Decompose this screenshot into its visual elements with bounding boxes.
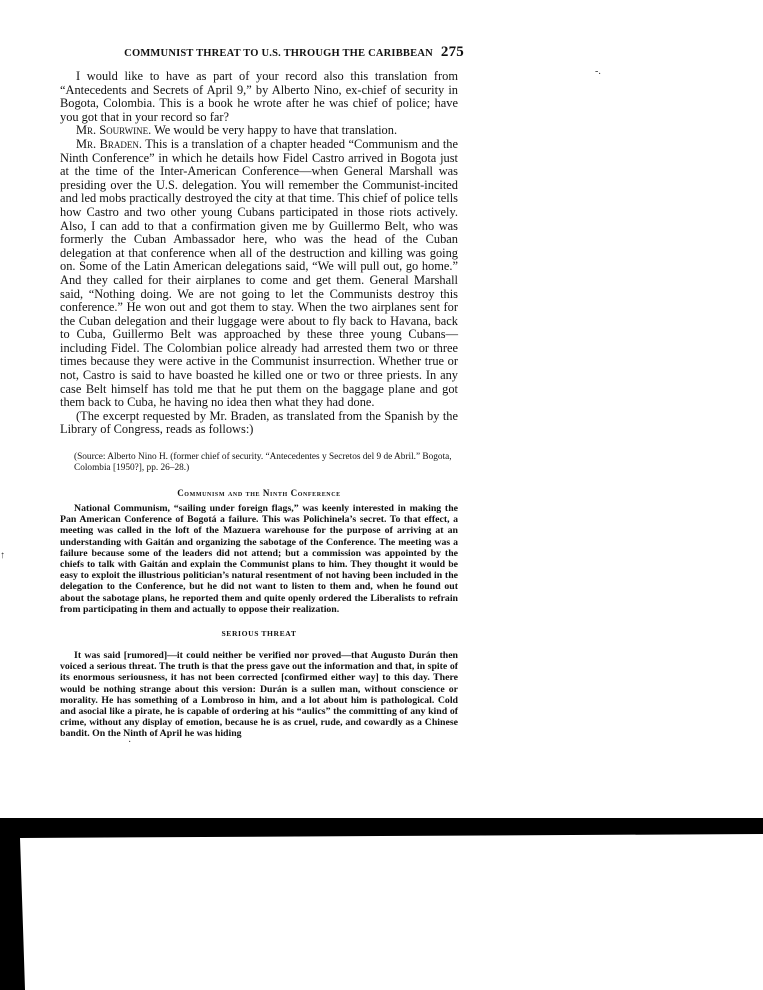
excerpt-subheading: SERIOUS THREAT <box>221 629 297 638</box>
speaker-name: Mr. Braden. <box>76 136 142 151</box>
testimony-body <box>60 70 458 437</box>
excerpt-paragraph: National Communism, “sailing under foreign flags,” was keenly interested in making the Pan American Conference of Bogotá a failure. This was Polichinela’s secret. To that effect, a meeting was called in the loft of the Mazuera warehouse for the purpose of arriving at an understanding with Gaitán and organizing the sabotage of the Conference. The meeting was a failure because some of the leaders did not attend; but a commission was appointed by the chiefs to talk with Gaitán and explain the Communist plans to him. They thought it would be easy to exploit the illustrious politician’s natural resentment of not having been included in the delegation to the Conference, but he did not want to listen to them and, when he found out about the sabotage plans, he reported them and quite openly ordered the Liberalists to refrain from participating in them and actually to oppose their realization. <box>60 503 458 615</box>
scan-next-sheet <box>20 834 763 990</box>
source-citation-text: (Source: Alberto Nino H. (former chief of security. “Antecedentes y Secretos del 9 de Abril.” Bogota, Colombia [1950?], pp. 26–28.) <box>74 452 452 474</box>
excerpt-paragraph: It was said [rumored]—it could neither be verified nor proved—that Augusto Durán then voiced a serious threat. The truth is that the press gave out the information and that, in spite of its enormous seriousness, it has not been corrected [confirmed either way] to this day. There would be nothing strange about this version: Durán is a sullen man, without conscience or morality. He has something of a Lombroso in him, and a lot about him is pathological. Cold and asocial like a pirate, he is capable of ordering at his “aulics” the committing of any kind of crime, without any display of emotion, because he is as cruel, rude, and cowardly as a Chinese bandit. On the Ninth of April he was hiding <box>60 650 458 740</box>
excerpt-body <box>60 650 458 740</box>
speaker-text: This is a translation of a chapter headed “Communism and the Ninth Conference” in which he details how Fidel Castro arrived in Bogota just at the time of the Inter-American Conference—when General Marshall was presiding over the U.S. delegation. You will remember the Communist-incited and led mobs practically destroyed the city at that time. This chief of police tells how Castro and two other young Cubans participated in those riots actively. Also, I can add to that a confirmation given me by Guillermo Belt, who was formerly the Cuban Ambassador here, who was the head of the Cuban delegation at that conference when all of the destruction and killing was going on. Some of the Latin American delegations said, “We will pull out, go home.” And they called for their airplanes to come and get them. General Marshall said, “Nothing doing. We are not going to let the Communists destroy this conference.” He won out and got them to stay. When the two airplanes sent for the Cuban delegation and their luggage were about to fly back to Havana, back to Cuba, Guillermo Belt was approached by these three young Cubans—including Fidel. The Colombian police already had arrested them two or three times because they were active in the Communist insurrection. Whether true or not, Castro is said to have boasted he killed one or two or three priests. In any case Belt himself has told me that he put them on the baggage plane and got them back to Cuba, he having no idea then what they had done. <box>60 136 459 410</box>
source-citation <box>60 452 472 475</box>
excerpt-body <box>60 503 458 615</box>
scan-dot-mark: · <box>128 737 132 748</box>
page-number: 275 <box>440 44 464 60</box>
testimony-paragraph: I would like to have as part of your record also this translation from “Antecedents and Secrets of April 9,” by Alberto Nino, ex-chief of security in Bogota, Colombia. This is a book he wrote after he was chief of police; have you got that in your record so far? <box>60 69 458 124</box>
scan-speck-mark: -. <box>595 66 601 77</box>
margin-tick-mark: ↑ <box>0 550 5 561</box>
excerpt-heading: Communism and the Ninth Conference <box>177 488 341 498</box>
speaker-name: Mr. Sourwine. <box>76 123 152 138</box>
testimony-paragraph: (The excerpt requested by Mr. Braden, as translated from the Spanish by the Library of Congress, reads as follows:) <box>60 408 458 437</box>
testimony-paragraph <box>60 124 458 138</box>
running-header-title: COMMUNIST THREAT TO U.S. THROUGH THE CARIBBEAN <box>124 48 433 59</box>
speaker-text: We would be very happy to have that translation. <box>151 123 398 138</box>
testimony-paragraph <box>60 138 458 410</box>
running-header <box>100 44 464 61</box>
